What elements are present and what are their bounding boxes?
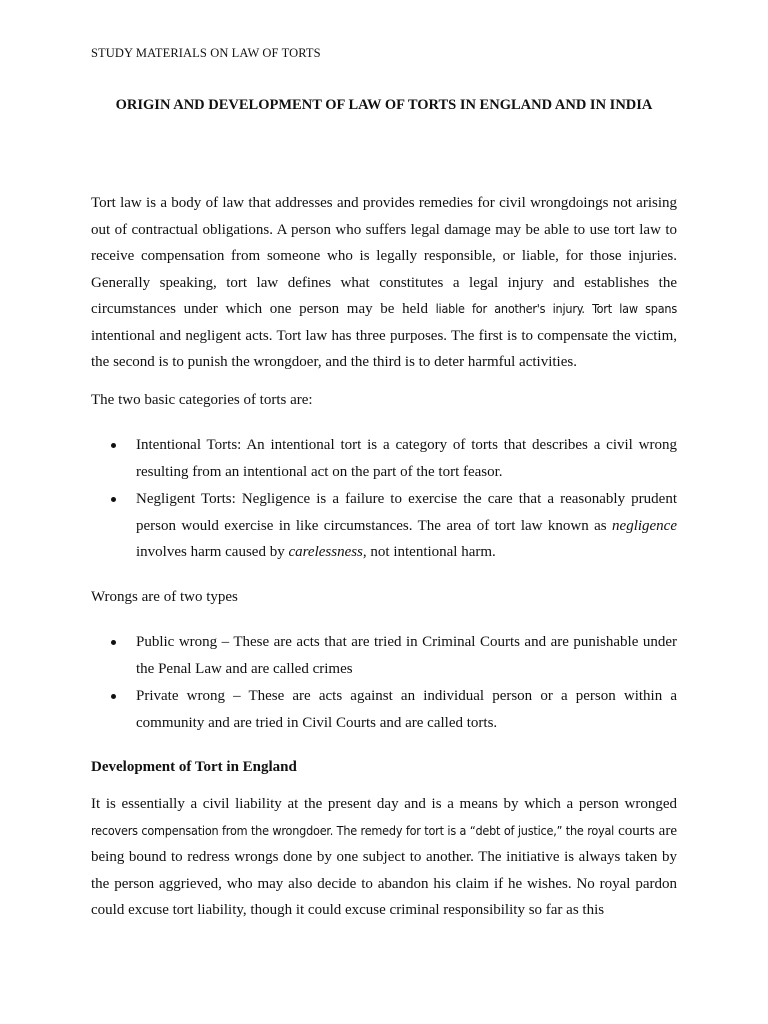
carelessness-term: carelessness (288, 544, 363, 560)
negligence-end: , not intentional harm. (362, 544, 496, 560)
england-text-alt: recovers compensation from the wrongdoer. The remedy for tort is a “debt of justice,” the royal (91, 822, 615, 838)
wrong-private: Private wrong – These are acts against an individual person or a person within a community and are tried in Civil Courts and are called torts. (136, 688, 677, 731)
list-item (91, 683, 677, 736)
category-negligent: Negligent Torts: Negligence is a failure to exercise the care that a reasonably prudent person would exercise in like circumstances. The area of tort law known as (136, 491, 677, 534)
categories-list (91, 432, 677, 567)
bullet-icon (111, 694, 116, 699)
intro-text-1: Tort law is a body of law that addresses and provides remedies for civil wrongdoings not arising out of contractual obligations. A person who suffers legal damage may be able to use tort law to receive compensation from someone who is legally responsible, or liable, for those injuries. Generally speaking, tort law defines what constitutes a legal injury and establishes the circumstances under which one person may be held (91, 195, 677, 317)
list-item (91, 432, 677, 485)
wrongs-list (91, 629, 677, 737)
england-text-1: It is essentially a civil liability at the present day and is a means by which a person wronged (91, 796, 677, 812)
intro-paragraph (91, 190, 677, 376)
list-item (91, 486, 677, 566)
running-header: STUDY MATERIALS ON LAW OF TORTS (91, 46, 321, 60)
intro-text-2: intentional and negligent acts. Tort law has three purposes. The first is to compensate the victim, the second is to punish the wrongdoer, and the third is to deter harmful activities. (91, 327, 677, 370)
bullet-icon (111, 443, 116, 448)
intro-text-alt: liable for another's injury. Tort law spans (435, 301, 678, 316)
category-intentional: Intentional Torts: An intentional tort is a category of torts that describes a civil wrong resulting from an intentional act on the part of the tort feasor. (136, 437, 677, 480)
england-text-2: courts are being bound to redress wrongs done by one subject to another. The initiative is always taken by the person aggrieved, who may also decide to abandon his claim if he wishes. No royal pardon could excuse tort liability, though it could excuse criminal responsibility so far as this (91, 822, 677, 918)
wrong-public: Public wrong – These are acts that are tried in Criminal Courts and are punishable under the Penal Law and are called crimes (136, 634, 677, 677)
negligence-term: negligence (612, 517, 677, 534)
wrongs-lead: Wrongs are of two types (91, 589, 238, 605)
document-title: ORIGIN AND DEVELOPMENT OF LAW OF TORTS IN ENGLAND AND IN INDIA (115, 97, 653, 113)
bullet-icon (111, 497, 116, 502)
negligence-mid: involves harm caused by (136, 544, 289, 560)
section-heading-england: Development of Tort in England (91, 759, 297, 775)
categories-lead: The two basic categories of torts are: (91, 392, 313, 408)
england-paragraph (91, 791, 677, 924)
bullet-icon (111, 640, 116, 645)
list-item (91, 629, 677, 682)
